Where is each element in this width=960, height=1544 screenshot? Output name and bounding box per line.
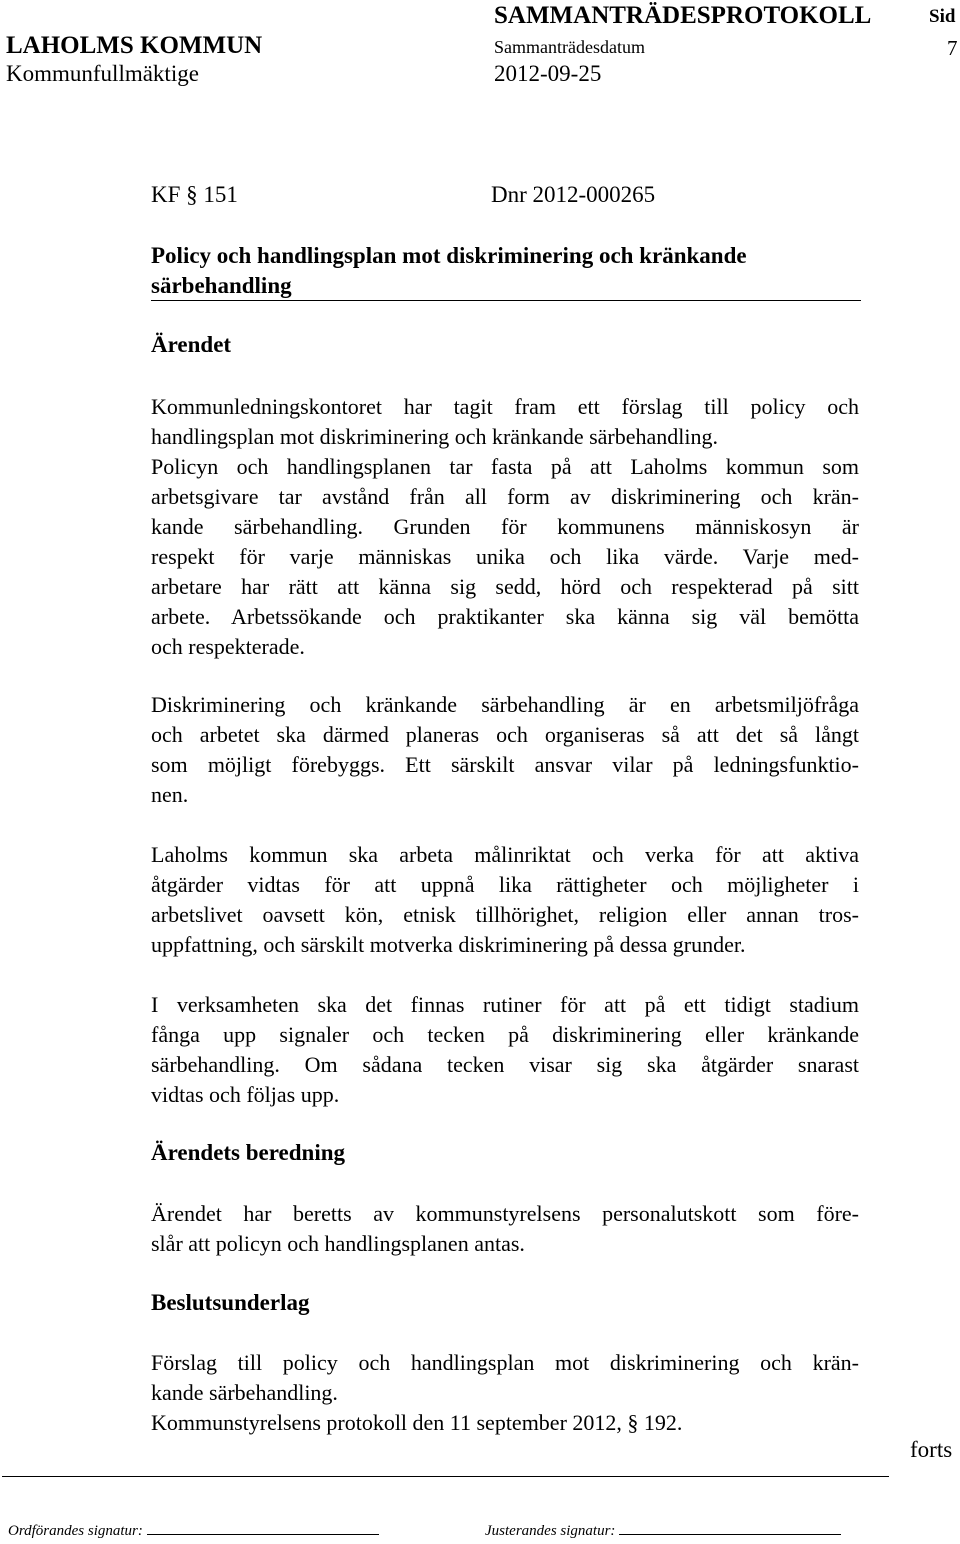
text-line: som möjligt förebyggs. Ett särskilt ansvar vilar på ledningsfunktio-: [151, 752, 859, 777]
text-line: vidtas och följas upp.: [151, 1082, 340, 1107]
text-line: åtgärder vidtas för att uppnå lika rättigheter och möjligheter i: [151, 872, 859, 897]
case-diary-number: Dnr 2012-000265: [491, 182, 656, 207]
meeting-date-label: Sammanträdesdatum: [494, 37, 645, 57]
chair-signature: [8, 1523, 379, 1540]
chair-signature-line: [147, 1533, 379, 1535]
paragraph-arendet-1: [151, 392, 859, 662]
text-line: och arbetet ska därmed planeras och organiseras så att det så långt: [151, 722, 859, 747]
continued-marker: forts: [910, 1437, 953, 1462]
municipality-name: LAHOLMS KOMMUN: [6, 32, 263, 59]
text-line: Laholms kommun ska arbeta målinriktat och verka för att aktiva: [151, 842, 859, 867]
case-title-line: särbehandling: [151, 273, 292, 298]
text-line: fånga upp signaler och tecken på diskriminering eller kränkande: [151, 1022, 859, 1047]
text-line: I verksamheten ska det finnas rutiner för att på ett tidigt stadium: [151, 992, 859, 1017]
text-line: Förslag till policy och handlingsplan mot diskriminering och krän-: [151, 1350, 859, 1375]
paragraph-beredning: [151, 1199, 859, 1259]
text-line: handlingsplan mot diskriminering och kränkande särbehandling.: [151, 424, 718, 449]
adjuster-signature-label: Justerandes signatur:: [485, 1523, 616, 1539]
text-line: arbetslivet oavsett kön, etnisk tillhörighet, religion eller annan tros-: [151, 902, 859, 927]
text-line: slår att policyn och handlingsplanen antas.: [151, 1231, 525, 1256]
case-paragraph-number: KF § 151: [151, 182, 238, 207]
text-line: Kommunledningskontoret har tagit fram ett förslag till policy och: [151, 394, 859, 419]
text-line: respekt för varje människas unika och lika värde. Varje med-: [151, 544, 859, 569]
text-line: kande särbehandling. Grunden för kommunens människosyn är: [151, 514, 859, 539]
paragraph-arendet-3: [151, 840, 859, 960]
section-heading-arendet: Ärendet: [151, 332, 232, 357]
sid-label: Sid: [929, 6, 956, 27]
text-line: kande särbehandling.: [151, 1380, 338, 1405]
paragraph-beslutsunderlag: [151, 1348, 859, 1438]
text-line: uppfattning, och särskilt motverka diskriminering på dessa grunder.: [151, 932, 746, 957]
title-underline: [151, 300, 861, 301]
text-line: och respekterade.: [151, 634, 305, 659]
governing-body: Kommunfullmäktige: [6, 61, 199, 86]
meeting-date: 2012-09-25: [494, 61, 602, 86]
text-line: arbetare har rätt att känna sig sedd, hörd och respekterad på sitt: [151, 574, 859, 599]
page-number: 7: [947, 36, 958, 60]
section-heading-beslutsunderlag: Beslutsunderlag: [151, 1290, 310, 1315]
text-line: Kommunstyrelsens protokoll den 11 september 2012, § 192.: [151, 1410, 683, 1435]
text-line: Diskriminering och kränkande särbehandling är en arbetsmiljöfråga: [151, 692, 859, 717]
section-heading-beredning: Ärendets beredning: [151, 1140, 346, 1165]
paragraph-arendet-4: [151, 990, 859, 1110]
text-line: arbete. Arbetssökande och praktikanter ska känna sig väl bemötta: [151, 604, 859, 629]
case-title: [151, 241, 861, 301]
protocol-title: SAMMANTRÄDESPROTOKOLL: [494, 2, 872, 29]
text-line: Ärendet har beretts av kommunstyrelsens personalutskott som före-: [151, 1201, 859, 1226]
text-line: Policyn och handlingsplanen tar fasta på att Laholms kommun som: [151, 454, 859, 479]
text-line: särbehandling. Om sådana tecken visar sig ska åtgärder snarast: [151, 1052, 859, 1077]
case-title-line: Policy och handlingsplan mot diskriminering och kränkande: [151, 243, 747, 268]
adjuster-signature-line: [619, 1533, 841, 1535]
chair-signature-label: Ordförandes signatur:: [8, 1523, 143, 1539]
paragraph-arendet-2: [151, 690, 859, 810]
text-line: nen.: [151, 782, 189, 807]
adjuster-signature: [485, 1523, 841, 1540]
text-line: arbetsgivare tar avstånd från all form av diskriminering och krän-: [151, 484, 859, 509]
footer-divider: [2, 1476, 889, 1477]
